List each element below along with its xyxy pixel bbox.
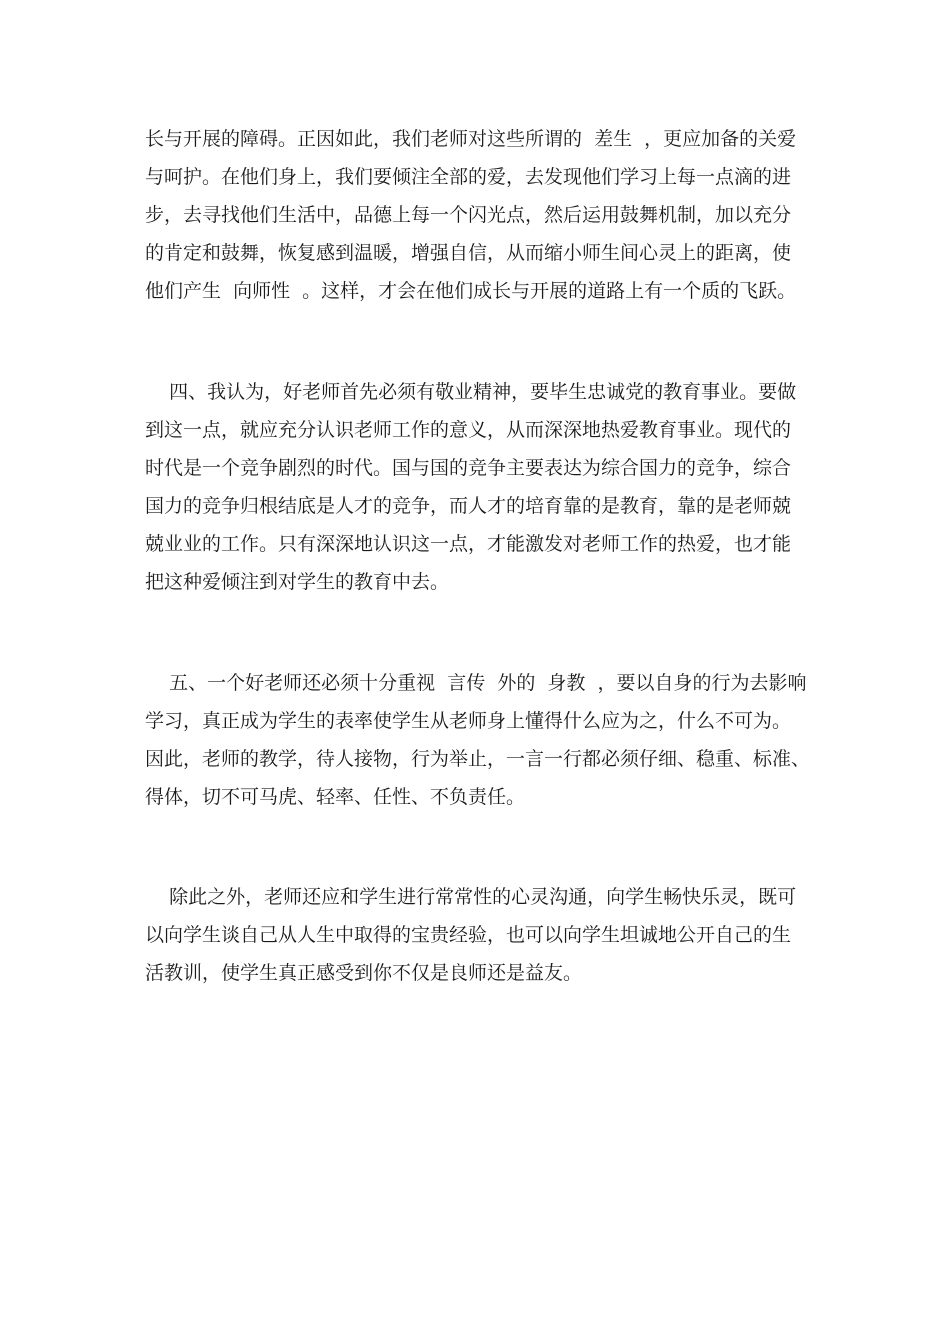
paragraph-line: 把这种爱倾注到对学生的教育中去。 [145,571,450,593]
paragraph-line: 五、一个好老师还必须十分重视 言传 外的 身教 ，要以自身的行为去影响 [145,672,807,694]
paragraph-line: 以向学生谈自己从人生中取得的宝贵经验，也可以向学生坦诚地公开自己的生 [145,924,792,946]
paragraph-line: 步，去寻找他们生活中，品德上每一个闪光点，然后运用鼓舞机制，加以充分 [145,204,792,226]
paragraph-line: 到这一点，就应充分认识老师工作的意义，从而深深地热爱教育事业。现代的 [145,419,792,441]
paragraph-line: 学习，真正成为学生的表率使学生从老师身上懂得什么应为之，什么不可为。 [145,710,792,732]
paragraph-line: 他们产生 向师性 。这样，才会在他们成长与开展的道路上有一个质的飞跃。 [145,280,797,302]
paragraph-line: 除此之外，老师还应和学生进行常常性的心灵沟通，向学生畅快乐灵，既可 [145,886,797,908]
paragraph-line: 与呵护。在他们身上，我们要倾注全部的爱，去发现他们学习上每一点滴的进 [145,166,792,188]
paragraph-line: 活教训，使学生真正感受到你不仅是良师还是益友。 [145,962,583,984]
paragraph-line: 的肯定和鼓舞，恢复感到温暖，增强自信，从而缩小师生间心灵上的距离，使 [145,242,792,264]
paragraph-line: 得体，切不可马虎、轻率、任性、不负责任。 [145,786,526,808]
paragraph-line: 国力的竞争归根结底是人才的竞争，而人才的培育靠的是教育，靠的是老师兢 [145,495,792,517]
paragraph-line: 因此，老师的教学，待人接物，行为举止，一言一行都必须仔细、稳重、标准、 [145,748,811,770]
paragraph-line: 兢业业的工作。只有深深地认识这一点，才能激发对老师工作的热爱，也才能 [145,533,792,555]
paragraph-line: 时代是一个竞争剧烈的时代。国与国的竞争主要表达为综合国力的竞争，综合 [145,457,792,479]
paragraph-line: 长与开展的障碍。正因如此，我们老师对这些所谓的 差生 ，更应加备的关爱 [145,128,797,150]
paragraph-line: 四、我认为，好老师首先必须有敬业精神，要毕生忠诚党的教育事业。要做 [145,381,797,403]
